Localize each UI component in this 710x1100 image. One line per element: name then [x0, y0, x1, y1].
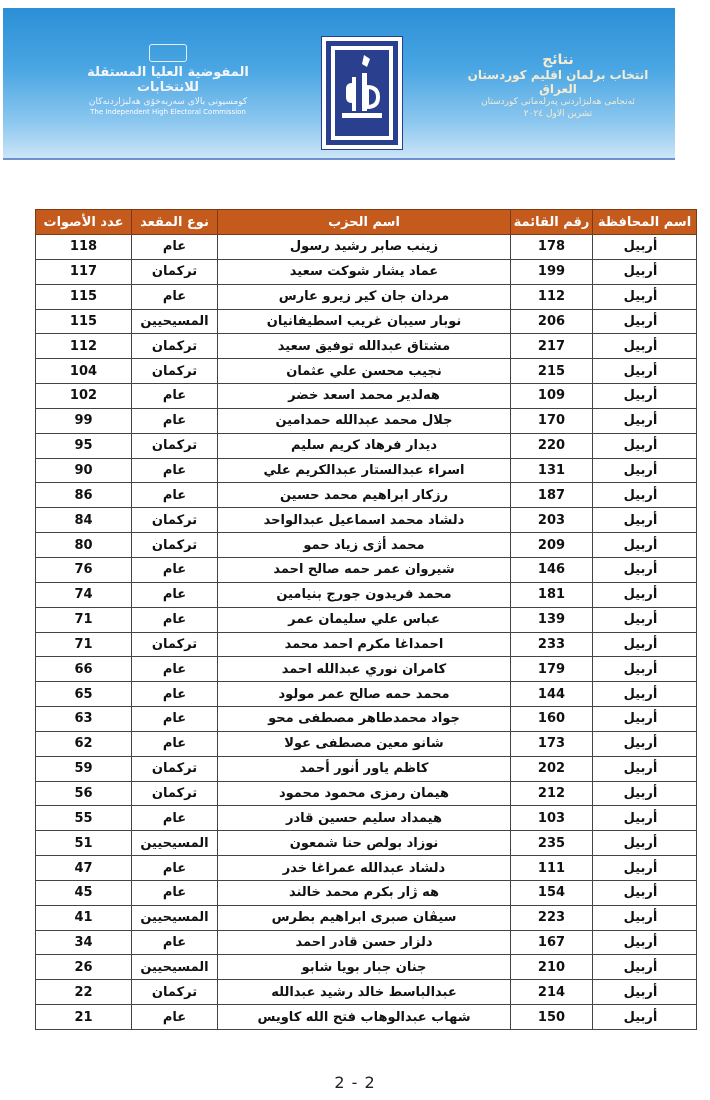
- cell-governorate: أربيل: [593, 806, 697, 831]
- cell-votes: 51: [36, 831, 132, 856]
- cell-list-number: 179: [511, 657, 593, 682]
- cell-seat-type: عام: [132, 284, 218, 309]
- cell-party-name: نجيب محسن علي عثمان: [218, 359, 511, 384]
- table-row: [36, 433, 697, 458]
- table-row: [36, 657, 697, 682]
- cell-list-number: 103: [511, 806, 593, 831]
- cell-party-name: جواد محمدطاهر مصطفى محو: [218, 707, 511, 732]
- title-date: تشرين الاول ٢٠٢٤: [523, 109, 593, 119]
- cell-governorate: أربيل: [593, 1005, 697, 1030]
- cell-party-name: كاظم ياور أنور أحمد: [218, 756, 511, 781]
- cell-list-number: 210: [511, 955, 593, 980]
- cell-list-number: 139: [511, 607, 593, 632]
- cell-votes: 65: [36, 682, 132, 707]
- cell-votes: 56: [36, 781, 132, 806]
- cell-governorate: أربيل: [593, 682, 697, 707]
- cell-votes: 45: [36, 880, 132, 905]
- cell-votes: 115: [36, 284, 132, 309]
- cell-list-number: 233: [511, 632, 593, 657]
- cell-seat-type: تركمان: [132, 980, 218, 1005]
- table-row: [36, 508, 697, 533]
- cell-votes: 26: [36, 955, 132, 980]
- cell-seat-type: المسيحيين: [132, 831, 218, 856]
- title-kurdish: ئەنجامى هەلبژاردنى پەرلەمانى كوردستان: [481, 97, 635, 107]
- commission-name-english: The Independent High Electoral Commission: [90, 108, 246, 116]
- column-header-seat-type: نوع المقعد: [132, 210, 218, 235]
- cell-seat-type: تركمان: [132, 433, 218, 458]
- cell-governorate: أربيل: [593, 930, 697, 955]
- cell-seat-type: المسيحيين: [132, 955, 218, 980]
- cell-list-number: 217: [511, 334, 593, 359]
- table-body: [36, 235, 697, 1030]
- cell-governorate: أربيل: [593, 756, 697, 781]
- table-row: [36, 334, 697, 359]
- cell-list-number: 206: [511, 309, 593, 334]
- cell-votes: 62: [36, 731, 132, 756]
- cell-governorate: أربيل: [593, 582, 697, 607]
- cell-seat-type: عام: [132, 607, 218, 632]
- cell-party-name: اسراء عبدالستار عبدالكريم علي: [218, 458, 511, 483]
- cell-list-number: 215: [511, 359, 593, 384]
- cell-list-number: 154: [511, 880, 593, 905]
- cell-list-number: 214: [511, 980, 593, 1005]
- cell-party-name: شهاب عبدالوهاب فتح الله كاويس: [218, 1005, 511, 1030]
- cell-votes: 118: [36, 235, 132, 260]
- cell-governorate: أربيل: [593, 880, 697, 905]
- cell-list-number: 173: [511, 731, 593, 756]
- cell-seat-type: عام: [132, 707, 218, 732]
- cell-governorate: أربيل: [593, 707, 697, 732]
- page-number: 2 - 2: [334, 1073, 376, 1092]
- cell-votes: 63: [36, 707, 132, 732]
- cell-governorate: أربيل: [593, 235, 697, 260]
- cell-governorate: أربيل: [593, 483, 697, 508]
- cell-list-number: 167: [511, 930, 593, 955]
- cell-votes: 41: [36, 905, 132, 930]
- banner-divider: [3, 158, 675, 160]
- table-row: [36, 384, 697, 409]
- cell-seat-type: تركمان: [132, 508, 218, 533]
- column-header-votes: عدد الأصوات: [36, 210, 132, 235]
- cell-votes: 99: [36, 408, 132, 433]
- table-row: [36, 707, 697, 732]
- commission-block: [73, 44, 263, 117]
- cell-list-number: 209: [511, 533, 593, 558]
- cell-list-number: 111: [511, 856, 593, 881]
- cell-seat-type: عام: [132, 1005, 218, 1030]
- cell-list-number: 144: [511, 682, 593, 707]
- cell-governorate: أربيل: [593, 831, 697, 856]
- cell-seat-type: عام: [132, 235, 218, 260]
- cell-list-number: 199: [511, 259, 593, 284]
- commission-emblem-icon: [149, 44, 187, 62]
- cell-seat-type: عام: [132, 930, 218, 955]
- cell-party-name: سيڤان صبرى ابراهيم بطرس: [218, 905, 511, 930]
- cell-votes: 66: [36, 657, 132, 682]
- table-row: [36, 880, 697, 905]
- table-row: [36, 731, 697, 756]
- cell-list-number: 109: [511, 384, 593, 409]
- table-row: [36, 284, 697, 309]
- cell-governorate: أربيل: [593, 458, 697, 483]
- cell-seat-type: عام: [132, 384, 218, 409]
- commission-name-arabic: المفوضية العليا المستقلة للانتخابات: [87, 65, 249, 95]
- cell-votes: 84: [36, 508, 132, 533]
- table-row: [36, 557, 697, 582]
- ihec-logo-icon: [321, 36, 403, 150]
- cell-votes: 115: [36, 309, 132, 334]
- cell-party-name: نوبار سيبان غريب اسطيفانيان: [218, 309, 511, 334]
- table-row: [36, 309, 697, 334]
- cell-party-name: محمد فريدون جورج بنيامين: [218, 582, 511, 607]
- table-row: [36, 533, 697, 558]
- cell-governorate: أربيل: [593, 384, 697, 409]
- cell-governorate: أربيل: [593, 607, 697, 632]
- cell-list-number: 131: [511, 458, 593, 483]
- cell-seat-type: المسيحيين: [132, 905, 218, 930]
- table-row: [36, 930, 697, 955]
- cell-governorate: أربيل: [593, 334, 697, 359]
- table-row: [36, 582, 697, 607]
- cell-party-name: جلال محمد عبدالله حمدامين: [218, 408, 511, 433]
- cell-seat-type: عام: [132, 483, 218, 508]
- column-header-governorate: اسم المحافظة: [593, 210, 697, 235]
- table-row: [36, 682, 697, 707]
- cell-votes: 117: [36, 259, 132, 284]
- table-row: [36, 905, 697, 930]
- cell-seat-type: عام: [132, 657, 218, 682]
- cell-governorate: أربيل: [593, 955, 697, 980]
- cell-seat-type: عام: [132, 557, 218, 582]
- cell-votes: 59: [36, 756, 132, 781]
- cell-seat-type: عام: [132, 458, 218, 483]
- cell-seat-type: عام: [132, 582, 218, 607]
- cell-list-number: 202: [511, 756, 593, 781]
- cell-governorate: أربيل: [593, 433, 697, 458]
- cell-party-name: هيمان رمزى محمود محمود: [218, 781, 511, 806]
- cell-party-name: شانو معين مصطفى عولا: [218, 731, 511, 756]
- table-row: [36, 980, 697, 1005]
- cell-governorate: أربيل: [593, 731, 697, 756]
- cell-seat-type: تركمان: [132, 533, 218, 558]
- cell-seat-type: عام: [132, 856, 218, 881]
- commission-name-kurdish: كومسيونى بالاى سەربەخۆى هەلبژاردنەكان: [88, 97, 248, 107]
- cell-votes: 86: [36, 483, 132, 508]
- cell-party-name: مشتاق عبدالله توفيق سعيد: [218, 334, 511, 359]
- cell-party-name: عبدالباسط خالد رشيد عبدالله: [218, 980, 511, 1005]
- table-row: [36, 632, 697, 657]
- cell-party-name: هيمداد سليم حسين قادر: [218, 806, 511, 831]
- table-row: [36, 856, 697, 881]
- results-table: [35, 209, 697, 1030]
- cell-list-number: 150: [511, 1005, 593, 1030]
- cell-list-number: 223: [511, 905, 593, 930]
- cell-votes: 21: [36, 1005, 132, 1030]
- cell-party-name: عباس علي سليمان عمر: [218, 607, 511, 632]
- header-banner: [3, 8, 675, 160]
- cell-list-number: 220: [511, 433, 593, 458]
- table-row: [36, 955, 697, 980]
- cell-governorate: أربيل: [593, 284, 697, 309]
- cell-list-number: 212: [511, 781, 593, 806]
- cell-votes: 71: [36, 632, 132, 657]
- cell-party-name: محمد أژى زياد حمو: [218, 533, 511, 558]
- cell-governorate: أربيل: [593, 905, 697, 930]
- cell-governorate: أربيل: [593, 359, 697, 384]
- table-row: [36, 408, 697, 433]
- cell-seat-type: تركمان: [132, 334, 218, 359]
- table-row: [36, 235, 697, 260]
- cell-list-number: 160: [511, 707, 593, 732]
- cell-seat-type: تركمان: [132, 781, 218, 806]
- cell-seat-type: عام: [132, 408, 218, 433]
- cell-party-name: جنان جبار بويا شابو: [218, 955, 511, 980]
- cell-list-number: 112: [511, 284, 593, 309]
- table-row: [36, 756, 697, 781]
- cell-party-name: نوزاد بولص حنا شمعون: [218, 831, 511, 856]
- cell-votes: 90: [36, 458, 132, 483]
- cell-votes: 95: [36, 433, 132, 458]
- cell-votes: 80: [36, 533, 132, 558]
- cell-seat-type: تركمان: [132, 756, 218, 781]
- cell-party-name: مردان جان كير زيرو عارس: [218, 284, 511, 309]
- cell-seat-type: تركمان: [132, 259, 218, 284]
- cell-governorate: أربيل: [593, 309, 697, 334]
- cell-votes: 102: [36, 384, 132, 409]
- cell-party-name: محمد حمه صالح عمر مولود: [218, 682, 511, 707]
- cell-party-name: كامران نوري عبدالله احمد: [218, 657, 511, 682]
- table-row: [36, 359, 697, 384]
- cell-seat-type: تركمان: [132, 359, 218, 384]
- title-results: نتائج: [542, 52, 574, 68]
- cell-party-name: شيروان عمر حمه صالح احمد: [218, 557, 511, 582]
- cell-party-name: دلشاد عبدالله عمراغا خدر: [218, 856, 511, 881]
- cell-votes: 47: [36, 856, 132, 881]
- election-title-block: [451, 52, 665, 120]
- cell-party-name: رزكار ابراهيم محمد حسين: [218, 483, 511, 508]
- cell-votes: 71: [36, 607, 132, 632]
- cell-governorate: أربيل: [593, 259, 697, 284]
- cell-party-name: هەلدير محمد اسعد خضر: [218, 384, 511, 409]
- cell-seat-type: عام: [132, 731, 218, 756]
- column-header-list-number: رقم القائمة: [511, 210, 593, 235]
- cell-seat-type: تركمان: [132, 632, 218, 657]
- cell-seat-type: عام: [132, 682, 218, 707]
- table-row: [36, 259, 697, 284]
- cell-party-name: ديدار فرهاد كريم سليم: [218, 433, 511, 458]
- cell-party-name: احمداغا مكرم احمد محمد: [218, 632, 511, 657]
- table-row: [36, 607, 697, 632]
- cell-votes: 34: [36, 930, 132, 955]
- cell-governorate: أربيل: [593, 856, 697, 881]
- cell-party-name: عماد يشار شوكت سعيد: [218, 259, 511, 284]
- cell-list-number: 181: [511, 582, 593, 607]
- cell-list-number: 178: [511, 235, 593, 260]
- cell-list-number: 203: [511, 508, 593, 533]
- table-header-row: [36, 210, 697, 235]
- cell-votes: 76: [36, 557, 132, 582]
- cell-list-number: 235: [511, 831, 593, 856]
- cell-governorate: أربيل: [593, 557, 697, 582]
- cell-governorate: أربيل: [593, 657, 697, 682]
- cell-party-name: دلشاد محمد اسماعيل عبدالواحد: [218, 508, 511, 533]
- cell-governorate: أربيل: [593, 980, 697, 1005]
- cell-votes: 22: [36, 980, 132, 1005]
- table-row: [36, 458, 697, 483]
- cell-votes: 55: [36, 806, 132, 831]
- cell-seat-type: عام: [132, 806, 218, 831]
- cell-seat-type: عام: [132, 880, 218, 905]
- cell-seat-type: المسيحيين: [132, 309, 218, 334]
- table-row: [36, 781, 697, 806]
- cell-governorate: أربيل: [593, 533, 697, 558]
- cell-list-number: 170: [511, 408, 593, 433]
- cell-votes: 74: [36, 582, 132, 607]
- cell-party-name: زينب صابر رشيد رسول: [218, 235, 511, 260]
- cell-governorate: أربيل: [593, 408, 697, 433]
- cell-party-name: دلزار حسن قادر احمد: [218, 930, 511, 955]
- cell-list-number: 187: [511, 483, 593, 508]
- title-election: انتخاب برلمان اقليم كوردستان العراق: [467, 68, 649, 96]
- cell-votes: 104: [36, 359, 132, 384]
- table-row: [36, 806, 697, 831]
- cell-governorate: أربيل: [593, 632, 697, 657]
- table-row: [36, 831, 697, 856]
- cell-party-name: هه ژار بكرم محمد خالند: [218, 880, 511, 905]
- cell-governorate: أربيل: [593, 508, 697, 533]
- cell-votes: 112: [36, 334, 132, 359]
- column-header-party-name: اسم الحزب: [218, 210, 511, 235]
- table-row: [36, 483, 697, 508]
- cell-list-number: 146: [511, 557, 593, 582]
- table-row: [36, 1005, 697, 1030]
- cell-governorate: أربيل: [593, 781, 697, 806]
